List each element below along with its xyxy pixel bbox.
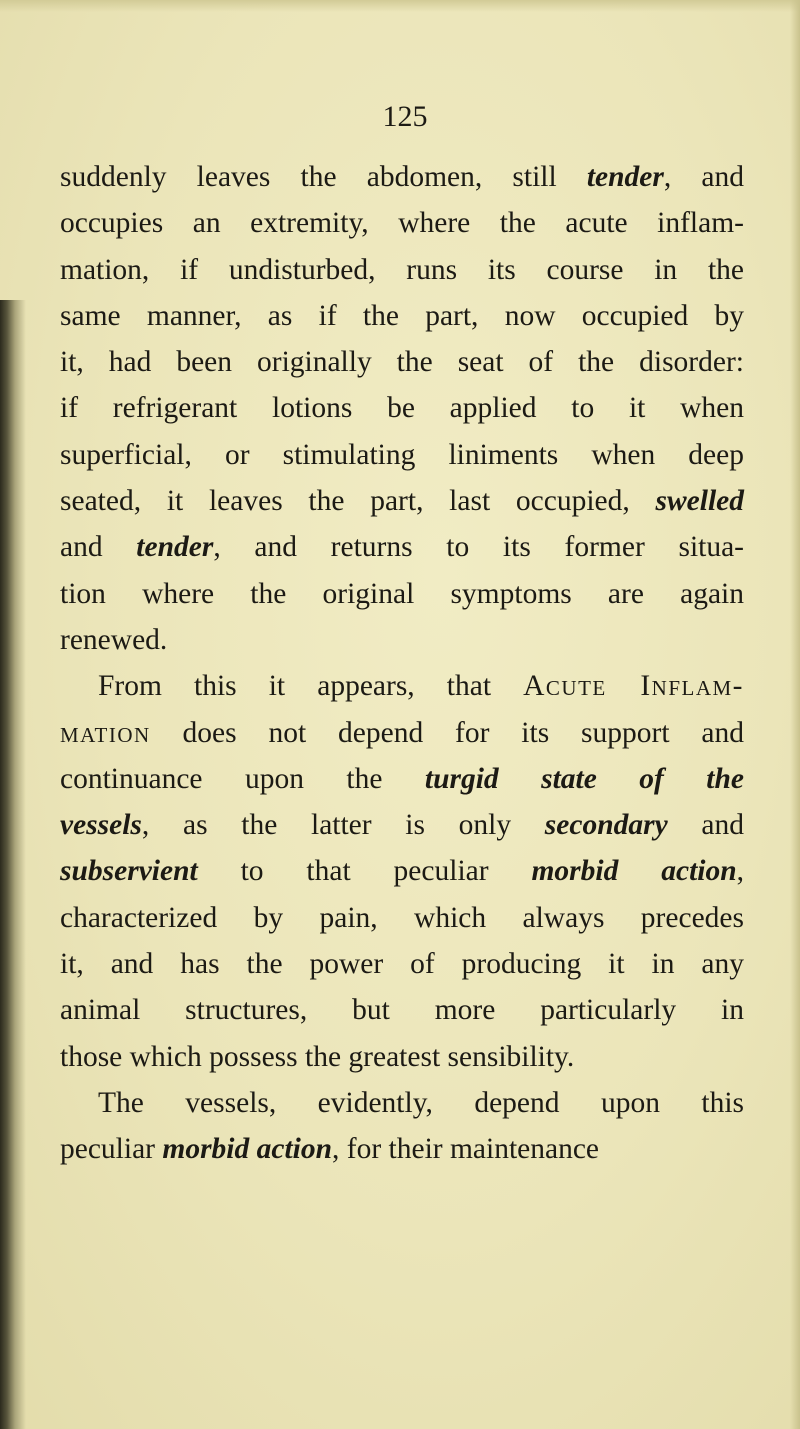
text-segment: characterized by pain, which always precedes [60, 901, 744, 934]
text-segment: tion where the original symptoms are again [60, 577, 744, 610]
text-line [60, 987, 744, 1033]
text-line [60, 339, 744, 385]
text-line [60, 617, 744, 663]
text-line [60, 802, 744, 848]
text-segment: , and returns to its former situa- [213, 531, 744, 564]
text-segment: if refrigerant lotions be applied to it when [60, 392, 744, 425]
emphasized-text: morbid action [531, 855, 737, 888]
text-line [60, 1126, 744, 1172]
text-line [60, 385, 744, 431]
text-line [60, 663, 744, 709]
text-segment: superficial, or stimulating liniments when deep [60, 438, 744, 471]
page-top-edge [0, 0, 800, 12]
small-caps-text: mation [60, 716, 151, 749]
text-segment: , for their maintenance [332, 1133, 600, 1166]
text-line [60, 200, 744, 246]
text-line [60, 247, 744, 293]
text-segment: it, and has the power of producing it in any [60, 948, 744, 981]
emphasized-text: morbid action [162, 1133, 333, 1166]
emphasized-text: secondary [544, 809, 668, 842]
text-segment: animal structures, but more particularly in [60, 994, 744, 1027]
text-segment: suddenly leaves the abdomen, still [60, 161, 587, 193]
text-segment: to that peculiar [197, 855, 532, 888]
page-number: 125 [382, 100, 428, 133]
text-line [60, 895, 744, 941]
emphasized-text: swelled [655, 485, 744, 518]
text-line [60, 571, 744, 617]
text-segment: those which possess the greatest sensibility. [60, 1040, 575, 1073]
page-right-edge [790, 0, 800, 1429]
text-line [60, 710, 744, 756]
text-segment: does not depend for its support and [150, 716, 744, 749]
text-line [60, 1034, 744, 1080]
text-segment: same manner, as if the part, now occupied by [60, 299, 744, 332]
emphasized-text: turgid state of the [424, 762, 745, 795]
text-segment: seated, it leaves the part, last occupied, [60, 485, 656, 518]
text-line [60, 478, 744, 524]
text-segment: From this it appears, that [98, 670, 524, 703]
body-text [60, 154, 744, 1173]
text-segment: , [736, 855, 744, 888]
text-segment: The vessels, evidently, depend upon this [98, 1086, 744, 1119]
small-caps-text: Acute Inflam- [523, 670, 744, 703]
text-line [60, 432, 744, 478]
emphasized-text: subservient [60, 855, 198, 888]
emphasized-text: tender [586, 161, 664, 193]
text-segment: , and [663, 161, 745, 193]
text-segment: peculiar [60, 1133, 163, 1166]
text-line [60, 941, 744, 987]
text-segment: occupies an extremity, where the acute inflam- [60, 207, 744, 240]
text-segment: continuance upon the [60, 762, 425, 795]
emphasized-text: tender [136, 531, 214, 564]
emphasized-text: vessels [60, 809, 142, 842]
text-segment: , as the latter is only [141, 809, 545, 842]
text-line [60, 756, 744, 802]
text-line [60, 154, 744, 200]
text-line [60, 1080, 744, 1126]
text-line [60, 293, 744, 339]
binding-gutter-shadow [0, 300, 26, 1429]
text-line [60, 848, 744, 894]
text-segment: it, had been originally the seat of the disorder: [60, 346, 744, 379]
text-segment: and [60, 531, 137, 564]
text-segment: mation, if undisturbed, runs its course in the [60, 253, 744, 286]
text-segment: and [667, 809, 744, 842]
text-line [60, 524, 744, 570]
text-segment: renewed. [60, 623, 168, 656]
